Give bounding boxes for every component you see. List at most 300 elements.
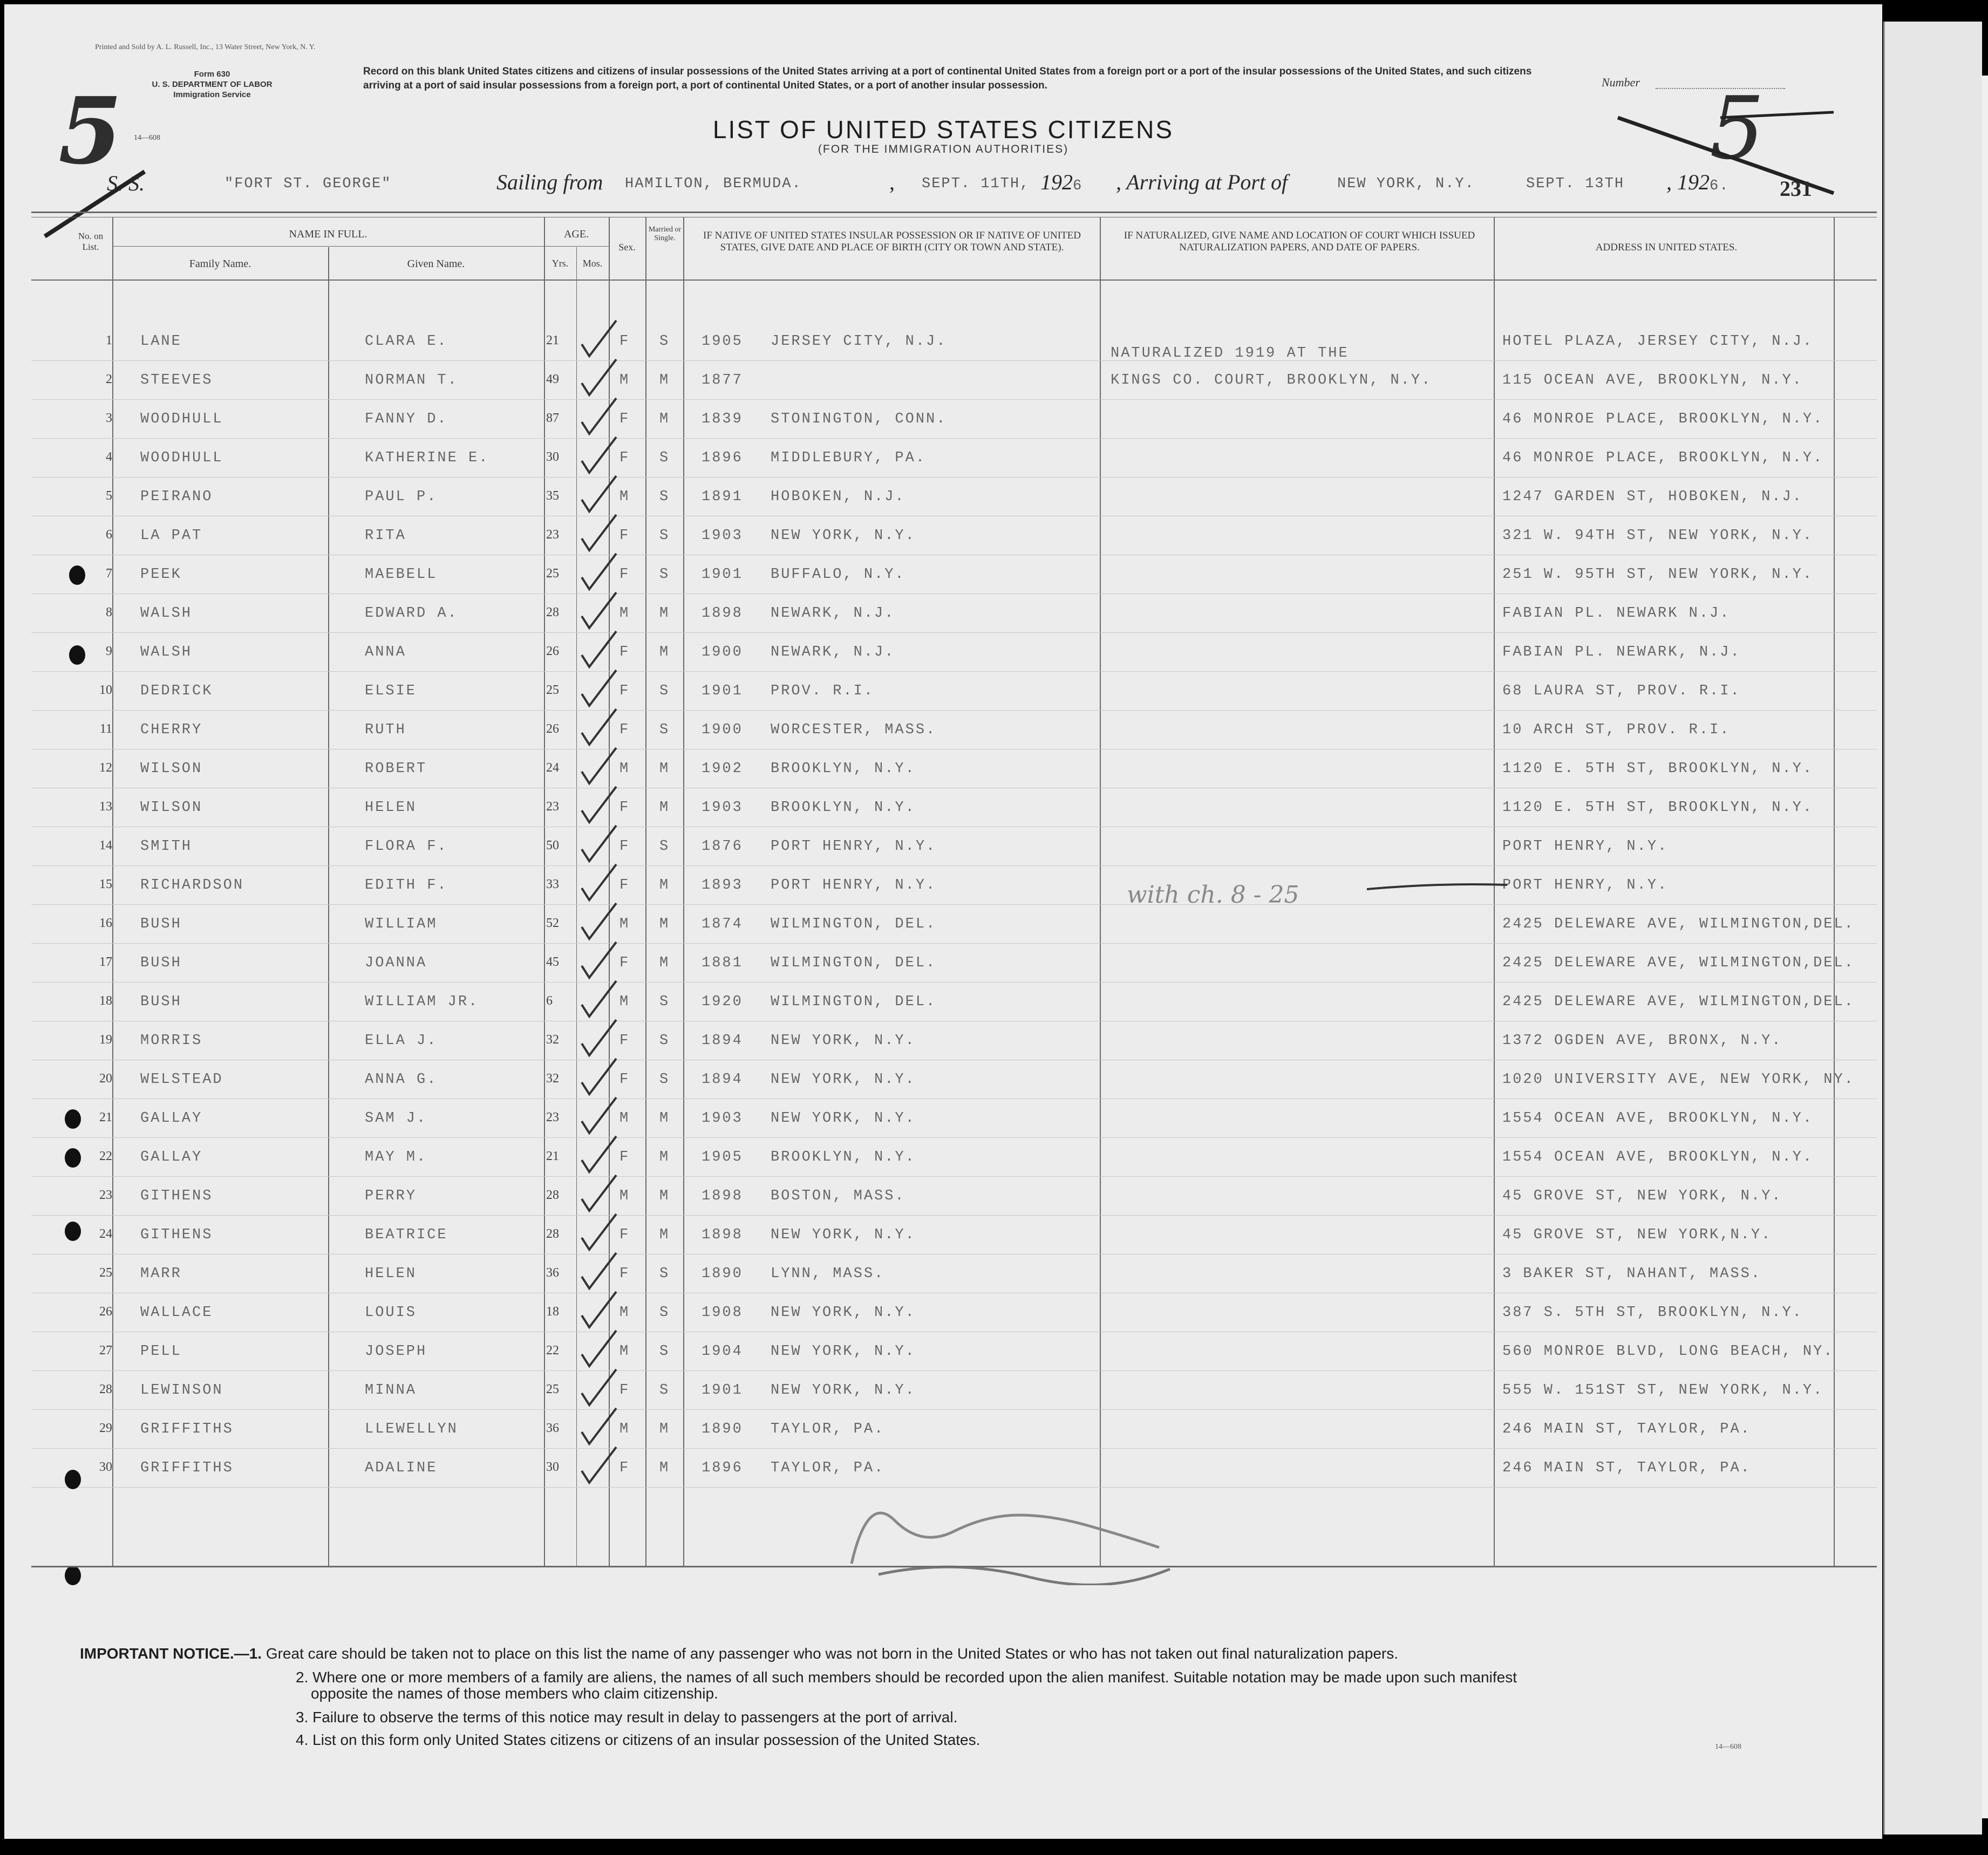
cell-sex: F <box>619 450 630 466</box>
dash-mark-row15 <box>1364 878 1510 900</box>
cell-given: PAUL P. <box>365 489 438 505</box>
cell-family: SMITH <box>140 838 193 855</box>
check-mark <box>577 589 621 632</box>
cell-ms: S <box>659 450 670 466</box>
cell-no: 24 <box>99 1227 112 1241</box>
arrival-port: NEW YORK, N.Y. <box>1337 176 1475 192</box>
cell-no: 20 <box>99 1072 112 1086</box>
arriving-label: , Arriving at Port of <box>1116 170 1288 194</box>
cell-sex: F <box>619 1266 630 1282</box>
cell-year: 1900 <box>702 722 743 738</box>
row-rule <box>31 1176 1877 1177</box>
cell-place: NEW YORK, N.Y. <box>771 1382 916 1399</box>
cell-family: WOODHULL <box>140 411 223 427</box>
cell-place: NEW YORK, N.Y. <box>771 1305 916 1321</box>
cell-place: BROOKLYN, N.Y. <box>771 1149 916 1165</box>
arrival-year-prefix: 192 <box>1677 170 1710 194</box>
cell-year: 1891 <box>702 489 743 505</box>
cell-address: 1020 UNIVERSITY AVE, NEW YORK, NY. <box>1502 1072 1855 1088</box>
cell-naturalization: KINGS CO. COURT, BROOKLYN, N.Y. <box>1111 372 1432 388</box>
cell-sex: M <box>619 489 630 505</box>
cell-family: GALLAY <box>140 1149 203 1165</box>
name-sub-rule <box>112 246 609 247</box>
cell-no: 19 <box>99 1033 112 1047</box>
cell-ms: S <box>659 567 670 583</box>
cell-place: NEWARK, N.J. <box>771 605 895 622</box>
cell-family: WILSON <box>140 761 203 777</box>
cell-age: 52 <box>546 916 559 930</box>
notice-item-3: 3. Failure to observe the terms of this notice may result in delay to passengers at the port of arrival. <box>296 1709 958 1726</box>
cell-family: WALLACE <box>140 1305 213 1321</box>
check-mark <box>577 1211 621 1254</box>
cell-given: LOUIS <box>365 1305 417 1321</box>
cell-age: 18 <box>546 1305 559 1319</box>
check-mark <box>577 1094 621 1137</box>
cell-family: PEIRANO <box>140 489 213 505</box>
cell-year: 1903 <box>702 528 743 544</box>
check-mark <box>577 1327 621 1370</box>
handwritten-5-left: 5 <box>58 77 122 185</box>
cell-address: PORT HENRY, N.Y. <box>1502 877 1669 894</box>
cell-family: WELSTEAD <box>140 1072 223 1088</box>
cell-sex: M <box>619 1421 630 1437</box>
cell-given: SAM J. <box>365 1110 427 1127</box>
cell-place: WILMINGTON, DEL. <box>771 916 937 932</box>
page-title: LIST OF UNITED STATES CITIZENS <box>712 115 1174 144</box>
handwritten-note-row15: with ch. 8 - 25 <box>1127 881 1299 909</box>
departure-year-digit: 6 <box>1073 178 1083 194</box>
cell-address: FABIAN PL. NEWARK N.J. <box>1502 605 1731 622</box>
record-note: Record on this blank United States citizens and citizens of insular possessions of the United States arriving at a port of continental United States from a foreign port or a port of the insular possessions of the United States, and such citizens arriving at a port of said insular possessions from a foreign port, a port of continental United States, or a port of another insular possession. <box>363 66 1532 91</box>
cell-age: 28 <box>546 605 559 619</box>
cell-address: 246 MAIN ST, TAYLOR, PA. <box>1502 1421 1751 1437</box>
cell-age: 21 <box>546 1149 559 1163</box>
cell-year: 1894 <box>702 1072 743 1088</box>
cell-age: 50 <box>546 838 559 853</box>
cell-ms: S <box>659 722 670 738</box>
cell-place: BROOKLYN, N.Y. <box>771 761 916 777</box>
cell-sex: M <box>619 1343 630 1360</box>
cell-place: TAYLOR, PA. <box>771 1460 885 1476</box>
cell-place: TAYLOR, PA. <box>771 1421 885 1437</box>
cell-place: PORT HENRY, N.Y. <box>771 877 937 894</box>
cell-age: 23 <box>546 528 559 542</box>
notice-item-2b: opposite the names of those members who claim citizenship. <box>311 1685 718 1702</box>
cell-ms: S <box>659 333 670 350</box>
cell-address: 560 MONROE BLVD, LONG BEACH, NY. <box>1502 1343 1834 1360</box>
header-top-rule <box>31 212 1877 213</box>
cell-given: BEATRICE <box>365 1227 448 1243</box>
cell-address: 555 W. 151ST ST, NEW YORK, N.Y. <box>1502 1382 1824 1399</box>
check-mark <box>577 1288 621 1332</box>
cell-sex: M <box>619 994 630 1010</box>
cell-sex: M <box>619 1305 630 1321</box>
notice-item-2a: 2. Where one or more members of a family are aliens, the names of all such members should be recorded upon the alien manifest. Suitable notation may be made upon such manifest <box>296 1669 1517 1686</box>
cell-place: NEWARK, N.J. <box>771 644 895 660</box>
col-rule-6 <box>645 217 646 1566</box>
cell-ms: M <box>659 411 670 427</box>
arrival-year: , 1926. <box>1666 170 1730 194</box>
cell-ms: M <box>659 1421 670 1437</box>
cell-no: 11 <box>99 722 112 736</box>
form-info <box>85 69 339 100</box>
cell-given: ANNA G. <box>365 1072 438 1088</box>
cell-no: 27 <box>99 1343 112 1358</box>
header-naturalized: IF NATURALIZED, GIVE NAME AND LOCATION OF COURT WHICH ISSUED NATURALIZATION PAPERS, AND DATE OF PAPERS. <box>1124 230 1475 253</box>
cell-sex: F <box>619 838 630 855</box>
cell-address: 1554 OCEAN AVE, BROOKLYN, N.Y. <box>1502 1110 1814 1127</box>
check-mark <box>577 783 621 827</box>
cell-age: 33 <box>546 877 559 891</box>
cell-year: 1896 <box>702 1460 743 1476</box>
cell-year: 1905 <box>702 1149 743 1165</box>
cell-year: 1898 <box>702 1227 743 1243</box>
punch-hole <box>65 1148 81 1168</box>
cell-given: PERRY <box>365 1188 417 1204</box>
cell-year: 1890 <box>702 1266 743 1282</box>
cell-ms: S <box>659 1266 670 1282</box>
cell-family: MORRIS <box>140 1033 203 1049</box>
cell-age: 6 <box>546 994 553 1008</box>
cell-place: WORCESTER, MASS. <box>771 722 937 738</box>
cell-age: 21 <box>546 333 559 347</box>
check-mark <box>577 550 621 594</box>
col-rule-7 <box>683 217 684 1566</box>
cell-age: 25 <box>546 683 559 697</box>
punch-hole <box>65 1222 81 1241</box>
cell-sex: F <box>619 683 630 699</box>
cell-address: 45 GROVE ST, NEW YORK,N.Y. <box>1502 1227 1772 1243</box>
cell-place: WILMINGTON, DEL. <box>771 994 937 1010</box>
cell-no: 16 <box>99 916 112 930</box>
cell-age: 49 <box>546 372 559 386</box>
row-rule <box>31 982 1877 983</box>
check-mark <box>577 434 621 477</box>
notice-heading: IMPORTANT NOTICE.—1. <box>80 1645 262 1662</box>
check-mark <box>577 939 621 982</box>
punch-hole <box>65 1109 81 1129</box>
cell-address: 46 MONROE PLACE, BROOKLYN, N.Y. <box>1502 450 1824 466</box>
check-mark <box>577 978 621 1021</box>
form-code: 14—608 <box>134 134 160 142</box>
department-name: U. S. DEPARTMENT OF LABOR <box>152 80 273 89</box>
cell-age: 35 <box>546 489 559 503</box>
row-rule <box>31 1137 1877 1138</box>
cell-sex: M <box>619 916 630 932</box>
cell-age: 26 <box>546 644 559 658</box>
header-yrs: Yrs. <box>552 258 569 269</box>
cell-address: 246 MAIN ST, TAYLOR, PA. <box>1502 1460 1751 1476</box>
cell-address: 68 LAURA ST, PROV. R.I. <box>1502 683 1741 699</box>
cell-address: FABIAN PL. NEWARK, N.J. <box>1502 644 1741 660</box>
row-rule <box>31 438 1877 439</box>
departure-year <box>1040 169 1082 195</box>
cell-year: 1876 <box>702 838 743 855</box>
cell-year: 1890 <box>702 1421 743 1437</box>
cell-year: 1898 <box>702 1188 743 1204</box>
cell-family: WILSON <box>140 800 203 816</box>
cell-address: 10 ARCH ST, PROV. R.I. <box>1502 722 1731 738</box>
cell-given: MINNA <box>365 1382 417 1399</box>
cell-family: WOODHULL <box>140 450 223 466</box>
check-mark <box>577 356 621 399</box>
cell-sex: F <box>619 722 630 738</box>
cell-year: 1908 <box>702 1305 743 1321</box>
cell-ms: M <box>659 955 670 971</box>
cell-no: 12 <box>99 761 112 775</box>
check-mark <box>577 512 621 555</box>
cell-given: FLORA F. <box>365 838 448 855</box>
check-mark <box>577 822 621 865</box>
cell-given: RITA <box>365 528 406 544</box>
cell-no: 8 <box>106 605 112 619</box>
cell-sex: F <box>619 955 630 971</box>
cell-place: WILMINGTON, DEL. <box>771 955 937 971</box>
cell-given: RUTH <box>365 722 406 738</box>
cell-address: 45 GROVE ST, NEW YORK, N.Y. <box>1502 1188 1782 1204</box>
cell-sex: M <box>619 1188 630 1204</box>
cell-sex: F <box>619 1460 630 1476</box>
cell-ms: M <box>659 605 670 622</box>
cell-no: 18 <box>99 994 112 1008</box>
check-mark <box>577 395 621 438</box>
check-mark <box>577 317 621 360</box>
cell-ms: S <box>659 1072 670 1088</box>
cell-address: 115 OCEAN AVE, BROOKLYN, N.Y. <box>1502 372 1803 388</box>
cell-ms: S <box>659 994 670 1010</box>
cell-ms: M <box>659 800 670 816</box>
cell-no: 9 <box>106 644 112 658</box>
cell-age: 28 <box>546 1188 559 1202</box>
row-rule <box>31 1409 1877 1410</box>
check-mark <box>577 745 621 788</box>
cell-age: 26 <box>546 722 559 736</box>
cell-year: 1896 <box>702 450 743 466</box>
cell-given: WILLIAM <box>365 916 438 932</box>
cell-ms: S <box>659 489 670 505</box>
cell-family: BUSH <box>140 955 182 971</box>
cell-sex: M <box>619 372 630 388</box>
cell-ms: M <box>659 877 670 894</box>
service-name: Immigration Service <box>173 90 251 99</box>
cell-age: 24 <box>546 761 559 775</box>
cell-age: 25 <box>546 1382 559 1396</box>
header-mos: Mos. <box>582 258 603 269</box>
cell-ms: S <box>659 1343 670 1360</box>
cell-given: ANNA <box>365 644 406 660</box>
cell-ms: M <box>659 644 670 660</box>
cell-age: 36 <box>546 1421 559 1435</box>
check-mark <box>577 706 621 749</box>
check-mark <box>577 1366 621 1409</box>
header-name-in-full: NAME IN FULL. <box>289 228 367 240</box>
cell-year: 1902 <box>702 761 743 777</box>
cell-ms: M <box>659 761 670 777</box>
cell-sex: F <box>619 411 630 427</box>
cell-place: BROOKLYN, N.Y. <box>771 800 916 816</box>
sailing-label: Sailing from <box>496 170 603 194</box>
cell-given: WILLIAM JR. <box>365 994 479 1010</box>
row-rule <box>31 1215 1877 1216</box>
cell-year: 1901 <box>702 567 743 583</box>
cell-place: LYNN, MASS. <box>771 1266 885 1282</box>
cell-age: 87 <box>546 411 559 425</box>
punch-hole <box>69 565 85 585</box>
cell-family: BUSH <box>140 916 182 932</box>
cell-address: 1247 GARDEN ST, HOBOKEN, N.J. <box>1502 489 1803 505</box>
cell-family: GITHENS <box>140 1188 213 1204</box>
cell-no: 5 <box>106 489 112 503</box>
cell-year: 1920 <box>702 994 743 1010</box>
cell-no: 2 <box>106 372 112 386</box>
row-rule <box>31 710 1877 711</box>
cell-place: BOSTON, MASS. <box>771 1188 906 1204</box>
cell-family: DEDRICK <box>140 683 213 699</box>
header-family-name: Family Name. <box>189 258 251 270</box>
cell-family: GRIFFITHS <box>140 1460 234 1476</box>
cell-no: 23 <box>99 1188 112 1202</box>
cell-no: 21 <box>99 1110 112 1124</box>
cell-given: JOANNA <box>365 955 427 971</box>
cell-age: 32 <box>546 1072 559 1086</box>
cell-family: GRIFFITHS <box>140 1421 234 1437</box>
check-mark <box>577 900 621 943</box>
row-rule <box>31 360 1877 361</box>
cell-no: 25 <box>99 1266 112 1280</box>
row-rule <box>31 1370 1877 1371</box>
cell-place: MIDDLEBURY, PA. <box>771 450 927 466</box>
row-rule <box>31 632 1877 633</box>
cell-sex: F <box>619 528 630 544</box>
arrival-year-digit: 6. <box>1710 178 1730 194</box>
cell-no: 26 <box>99 1305 112 1319</box>
cell-sex: F <box>619 1227 630 1243</box>
cell-family: PEEK <box>140 567 182 583</box>
cell-ms: S <box>659 683 670 699</box>
cell-ms: S <box>659 1033 670 1049</box>
arrival-date: SEPT. 13TH <box>1526 176 1625 192</box>
cell-year: 1874 <box>702 916 743 932</box>
comma-sep: , <box>889 170 895 194</box>
cell-year: 1881 <box>702 955 743 971</box>
cell-given: EDITH F. <box>365 877 448 894</box>
cell-family: STEEVES <box>140 372 213 388</box>
cell-no: 22 <box>99 1149 112 1163</box>
cell-family: LA PAT <box>140 528 203 544</box>
cell-given: NORMAN T. <box>365 372 458 388</box>
col-rule-4 <box>576 247 577 1566</box>
header-married: Married or Single. <box>648 226 682 242</box>
cell-sex: F <box>619 1149 630 1165</box>
cell-given: LLEWELLYN <box>365 1421 458 1437</box>
check-mark <box>577 861 621 904</box>
table-bottom-rule <box>31 1566 1877 1567</box>
header-no-on-list: No. on List. <box>78 231 104 252</box>
cell-year: 1877 <box>702 372 743 388</box>
page-number: 231 <box>1780 176 1812 201</box>
cell-sex: M <box>619 605 630 622</box>
cell-address: 387 S. 5TH ST, BROOKLYN, N.Y. <box>1502 1305 1803 1321</box>
cell-place: JERSEY CITY, N.J. <box>771 333 947 350</box>
cell-age: 25 <box>546 567 559 581</box>
cell-address: 321 W. 94TH ST, NEW YORK, N.Y. <box>1502 528 1814 544</box>
cell-family: LANE <box>140 333 182 350</box>
notice-item-1: Great care should be taken not to place on this list the name of any passenger who was not born in the United States or who has not taken out final naturalization papers. <box>265 1645 1398 1662</box>
cell-year: 1903 <box>702 1110 743 1127</box>
ss-label: S. S. <box>107 171 145 195</box>
row-rule <box>31 943 1877 944</box>
cell-place: BUFFALO, N.Y. <box>771 567 906 583</box>
cell-sex: M <box>619 761 630 777</box>
check-mark <box>577 1250 621 1293</box>
naturalization-note: NATURALIZED 1919 AT THE <box>1111 345 1349 362</box>
notice-item-4: 4. List on this form only United States citizens or citizens of an insular possession of the United States. <box>296 1731 981 1748</box>
punch-hole <box>65 1566 81 1585</box>
cell-age: 30 <box>546 1460 559 1474</box>
col-rule-10 <box>1834 217 1835 1566</box>
signature-scribble <box>835 1483 1181 1585</box>
check-mark <box>577 628 621 671</box>
page-subtitle: (FOR THE IMMIGRATION AUTHORITIES) <box>818 143 1069 155</box>
cell-ms: M <box>659 1149 670 1165</box>
cell-no: 3 <box>106 411 112 425</box>
handwritten-5-right: 5 <box>1710 78 1765 179</box>
cell-place: PORT HENRY, N.Y. <box>771 838 937 855</box>
cell-place: NEW YORK, N.Y. <box>771 1033 916 1049</box>
cell-year: 1901 <box>702 1382 743 1399</box>
cell-sex: F <box>619 1072 630 1088</box>
cell-family: GALLAY <box>140 1110 203 1127</box>
cell-family: RICHARDSON <box>140 877 244 894</box>
manifest-page <box>4 4 1882 1839</box>
cell-no: 17 <box>99 955 112 969</box>
number-label: Number <box>1602 76 1640 89</box>
cell-family: PELL <box>140 1343 182 1360</box>
cell-year: 1900 <box>702 644 743 660</box>
cell-no: 30 <box>99 1460 112 1474</box>
row-rule <box>31 477 1877 478</box>
cell-sex: F <box>619 800 630 816</box>
check-mark <box>577 473 621 516</box>
col-rule-8 <box>1100 217 1101 1566</box>
header-given-name: Given Name. <box>407 258 465 270</box>
col-rule-3 <box>544 217 545 1566</box>
cell-place: NEW YORK, N.Y. <box>771 1072 916 1088</box>
header-sex: Sex. <box>618 242 636 253</box>
cell-ms: M <box>659 372 670 388</box>
cell-year: 1898 <box>702 605 743 622</box>
cell-address: 2425 DELEWARE AVE, WILMINGTON,DEL. <box>1502 916 1855 932</box>
cell-age: 32 <box>546 1033 559 1047</box>
cell-address: PORT HENRY, N.Y. <box>1502 838 1669 855</box>
cell-ms: S <box>659 1382 670 1399</box>
cell-sex: F <box>619 1382 630 1399</box>
cell-ms: M <box>659 916 670 932</box>
cell-family: CHERRY <box>140 722 203 738</box>
footer-code: 14—608 <box>1715 1743 1741 1751</box>
cell-sex: F <box>619 567 630 583</box>
cell-ms: S <box>659 528 670 544</box>
form-number: Form 630 <box>194 70 230 79</box>
cell-address: 1554 OCEAN AVE, BROOKLYN, N.Y. <box>1502 1149 1814 1165</box>
cell-age: 45 <box>546 955 559 969</box>
cell-sex: F <box>619 1033 630 1049</box>
check-mark <box>577 1017 621 1060</box>
cell-given: FANNY D. <box>365 411 448 427</box>
row-rule <box>31 399 1877 400</box>
cell-address: 1120 E. 5TH ST, BROOKLYN, N.Y. <box>1502 800 1814 816</box>
cell-age: 30 <box>546 450 559 464</box>
